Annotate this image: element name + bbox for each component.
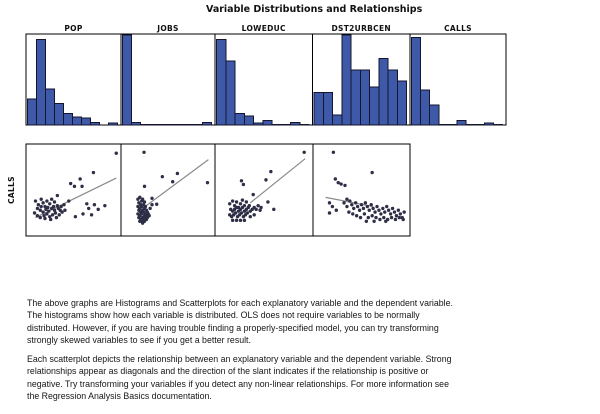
scatter-point <box>235 206 238 209</box>
scatter-point <box>370 214 373 217</box>
histogram-bar <box>493 124 502 125</box>
histogram-bar <box>263 121 272 126</box>
scatter-point <box>367 216 370 219</box>
scatter-point <box>269 170 272 173</box>
scatter-point <box>332 151 335 154</box>
histogram-panel-label: JOBS <box>157 24 179 33</box>
scatter-point <box>69 182 72 185</box>
scatter-point <box>62 203 65 206</box>
scatter-point <box>381 207 384 210</box>
scatter-point <box>394 218 397 221</box>
histogram-bar <box>203 122 212 125</box>
scatter-point <box>103 204 106 207</box>
scatter-point <box>374 216 377 219</box>
scatter-point <box>391 207 394 210</box>
histogram-bar <box>323 93 332 125</box>
histogram-bar <box>388 70 397 125</box>
scatter-point <box>48 202 51 205</box>
scatter-panel-box <box>215 144 313 236</box>
scatter-point <box>43 217 46 220</box>
scatter-point <box>253 213 256 216</box>
histogram-bar <box>466 124 475 125</box>
scatter-point <box>59 205 62 208</box>
histogram-bar <box>342 35 351 125</box>
histogram-bar <box>37 40 46 126</box>
histogram-bar <box>235 113 244 125</box>
histogram-panel-label: CALLS <box>444 24 472 33</box>
scatter-point <box>395 214 398 217</box>
scatter-point <box>97 208 100 211</box>
histogram-panel-label: LOWEDUC <box>241 24 286 33</box>
histogram-bar <box>140 124 149 125</box>
scatter-point <box>335 209 338 212</box>
scatter-point <box>78 177 81 180</box>
scatter-point <box>36 207 39 210</box>
histogram-bar <box>244 116 253 125</box>
scatter-point <box>377 209 380 212</box>
scatter-point <box>266 200 269 203</box>
histogram-bar <box>73 117 82 125</box>
scatter-point <box>254 208 257 211</box>
scatter-point <box>171 180 174 183</box>
scatter-point <box>59 209 62 212</box>
scatter-point <box>50 198 53 201</box>
scatter-point <box>352 207 355 210</box>
scatter-point <box>373 210 376 213</box>
histogram-bar <box>64 113 73 125</box>
scatter-point <box>379 212 382 215</box>
scatter-point <box>228 202 231 205</box>
histogram-bar <box>176 124 185 125</box>
histogram-bar <box>131 122 140 125</box>
histogram-bar <box>272 124 281 125</box>
scatter-point <box>385 205 388 208</box>
scatter-point <box>36 214 39 217</box>
scatter-point <box>382 216 385 219</box>
scatter-point <box>345 198 348 201</box>
histogram-bar <box>457 121 466 126</box>
scatter-point <box>41 201 44 204</box>
scatter-point <box>53 200 56 203</box>
scatter-point <box>73 185 76 188</box>
scatter-point <box>370 171 373 174</box>
y-axis-label-calls: CALLS <box>7 176 16 204</box>
scatter-point <box>87 207 90 210</box>
scatter-point <box>328 211 331 214</box>
histogram-bar <box>360 70 369 125</box>
scatter-point <box>399 212 402 215</box>
scatter-point <box>148 214 151 217</box>
scatter-point <box>150 203 153 206</box>
histogram-bar <box>333 115 342 125</box>
scatter-point <box>345 205 348 208</box>
scatter-point <box>402 218 405 221</box>
histogram-panel-box <box>121 34 215 125</box>
scatter-point <box>365 220 368 223</box>
scatter-point <box>74 215 77 218</box>
scatter-point <box>249 215 252 218</box>
scatter-point <box>56 194 59 197</box>
scatter-point <box>246 211 249 214</box>
scatter-point <box>350 203 353 206</box>
scatter-point <box>85 202 88 205</box>
histogram-bar <box>439 124 448 125</box>
scatter-point <box>40 205 43 208</box>
scatter-point <box>143 185 146 188</box>
scatter-point <box>368 209 371 212</box>
scatter-point <box>358 209 361 212</box>
scatter-point <box>360 203 363 206</box>
scatter-point <box>47 209 50 212</box>
histogram-bar <box>109 123 118 125</box>
scatter-point <box>45 199 48 202</box>
scatter-point <box>402 210 405 213</box>
scatter-point <box>145 218 148 221</box>
scatter-point <box>80 185 83 188</box>
histogram-bar <box>167 124 176 125</box>
scatter-point <box>397 209 400 212</box>
paragraph-line: relationships appear as diagonals and the direction of the slant indicates if the relationship is positive or <box>27 366 429 377</box>
scatter-point <box>40 198 43 201</box>
scatter-point <box>239 219 242 222</box>
scatter-point <box>39 209 42 212</box>
scatter-point <box>359 216 362 219</box>
scatter-point <box>239 202 242 205</box>
scatter-point <box>55 216 58 219</box>
scatter-point <box>58 213 61 216</box>
scatter-point <box>363 212 366 215</box>
scatter-point <box>46 206 49 209</box>
scatter-point <box>398 216 401 219</box>
scatter-point <box>240 179 243 182</box>
histogram-bar <box>291 122 300 125</box>
scatter-point <box>256 204 259 207</box>
scatter-point <box>354 201 357 204</box>
scatter-point <box>264 178 267 181</box>
scatter-point <box>34 199 37 202</box>
histogram-panel-label: DST2URBCEN <box>331 24 391 33</box>
scatter-point <box>331 205 334 208</box>
scatter-point <box>33 211 36 214</box>
scatter-point <box>337 181 340 184</box>
scatter-point <box>41 210 44 213</box>
scatter-point <box>161 175 164 178</box>
scatter-point <box>54 211 57 214</box>
paragraph-line: strongly skewed variables to see if you get a better result. <box>27 335 251 346</box>
scatter-point <box>176 172 179 175</box>
scatter-point <box>141 198 144 201</box>
histogram-bar <box>421 90 430 125</box>
scatter-point <box>52 205 55 208</box>
paragraph-line: distributed. However, if you are having trouble finding a properly-specified model, you can try transforming <box>27 322 439 333</box>
scatter-point <box>364 201 367 204</box>
histogram-bar <box>226 61 235 125</box>
histogram-bar <box>254 123 263 125</box>
scatter-point <box>387 209 390 212</box>
scatter-point <box>235 219 238 222</box>
scatter-point <box>347 210 350 213</box>
scatter-point <box>245 208 248 211</box>
scatter-point <box>342 201 345 204</box>
histogram-bar <box>123 35 132 125</box>
scatter-point <box>240 211 243 214</box>
scatter-point <box>67 199 70 202</box>
histogram-bar <box>412 38 421 125</box>
histogram-bar <box>397 81 406 125</box>
histogram-bar <box>314 93 323 125</box>
scatter-point <box>343 184 346 187</box>
scatter-point <box>148 207 151 210</box>
scatter-point <box>355 214 358 217</box>
scatter-point <box>372 220 375 223</box>
histogram-bar <box>370 87 379 125</box>
scatter-point <box>366 205 369 208</box>
histogram-bar <box>475 124 484 125</box>
paragraph-line: The above graphs are Histograms and Scatterplots for each explanatory variable and the dependent variable. <box>27 298 453 308</box>
histogram-bar <box>448 124 457 125</box>
histogram-bar <box>194 124 203 125</box>
scatter-point <box>243 219 246 222</box>
histogram-bar <box>217 40 226 126</box>
histogram-bar <box>28 99 37 125</box>
scatter-point <box>272 208 275 211</box>
scatter-point <box>370 203 373 206</box>
scatter-point <box>231 219 234 222</box>
histogram-bar <box>82 118 91 125</box>
scatter-point <box>241 198 244 201</box>
histogram-description-paragraph <box>27 297 567 346</box>
scatter-point <box>234 211 237 214</box>
scatter-point <box>362 207 365 210</box>
scatter-point <box>93 203 96 206</box>
histogram-bar <box>351 70 360 125</box>
scatter-point <box>49 218 52 221</box>
scatter-point <box>138 196 141 199</box>
histogram-bar <box>91 122 100 125</box>
paragraph-line: the Regression Analysis Basics documentation. <box>27 391 212 402</box>
scatter-point <box>383 210 386 213</box>
scatter-point <box>348 199 351 202</box>
scatter-point <box>241 206 244 209</box>
scatter-point <box>371 207 374 210</box>
scatter-point <box>328 201 331 204</box>
scatter-point <box>37 203 40 206</box>
paragraph-line: Each scatterplot depicts the relationship between an explanatory variable and the dependent variable. Strong <box>27 354 452 364</box>
histogram-bar <box>379 58 388 125</box>
scatter-point <box>356 205 359 208</box>
scatter-point <box>375 205 378 208</box>
scatter-point <box>245 200 248 203</box>
scatter-point <box>378 218 381 221</box>
scatter-point <box>390 216 393 219</box>
histogram-bar <box>158 124 167 125</box>
scatter-point <box>51 213 54 216</box>
histogram-bar <box>300 124 309 125</box>
histogram-bar <box>46 89 55 125</box>
scatter-point <box>142 151 145 154</box>
scatter-point <box>206 181 209 184</box>
scatter-point <box>258 209 261 212</box>
histogram-bar <box>281 124 290 125</box>
histogram-bar <box>55 103 64 125</box>
paragraph-line: negative. Try transforming your variables if you detect any non-linear relationships. For more information see <box>27 378 449 389</box>
histogram-panel-label: POP <box>64 24 83 33</box>
scatter-point <box>39 216 42 219</box>
scatter-point <box>231 199 234 202</box>
scatter-point <box>339 182 342 185</box>
scatter-point <box>302 151 305 154</box>
histogram-bar <box>430 105 439 125</box>
scatterplot-description-paragraph <box>27 353 567 402</box>
scatter-point <box>389 212 392 215</box>
scatter-panel-box <box>313 144 410 236</box>
histogram-bar <box>185 124 194 125</box>
scatter-point <box>63 209 66 212</box>
scatter-point <box>351 212 354 215</box>
scatter-point <box>252 193 255 196</box>
scatter-point <box>90 213 93 216</box>
scatter-point <box>115 152 118 155</box>
scatter-point <box>81 212 84 215</box>
scatter-point <box>334 177 337 180</box>
paragraph-line: The histograms show how each variable is distributed. OLS does not require variables to be normally <box>27 310 420 321</box>
scatter-point <box>45 212 48 215</box>
histogram-bar <box>484 123 493 125</box>
scatter-point <box>150 197 153 200</box>
scatter-point <box>384 220 387 223</box>
scatter-point <box>92 171 95 174</box>
scatter-point <box>393 210 396 213</box>
scatter-point <box>248 204 251 207</box>
scatter-point <box>155 203 158 206</box>
histogram-bar <box>149 124 158 125</box>
page-title: Variable Distributions and Relationships <box>206 4 423 15</box>
scatter-point <box>242 183 245 186</box>
scatter-point <box>235 200 238 203</box>
scatter-panel-box <box>26 144 121 236</box>
